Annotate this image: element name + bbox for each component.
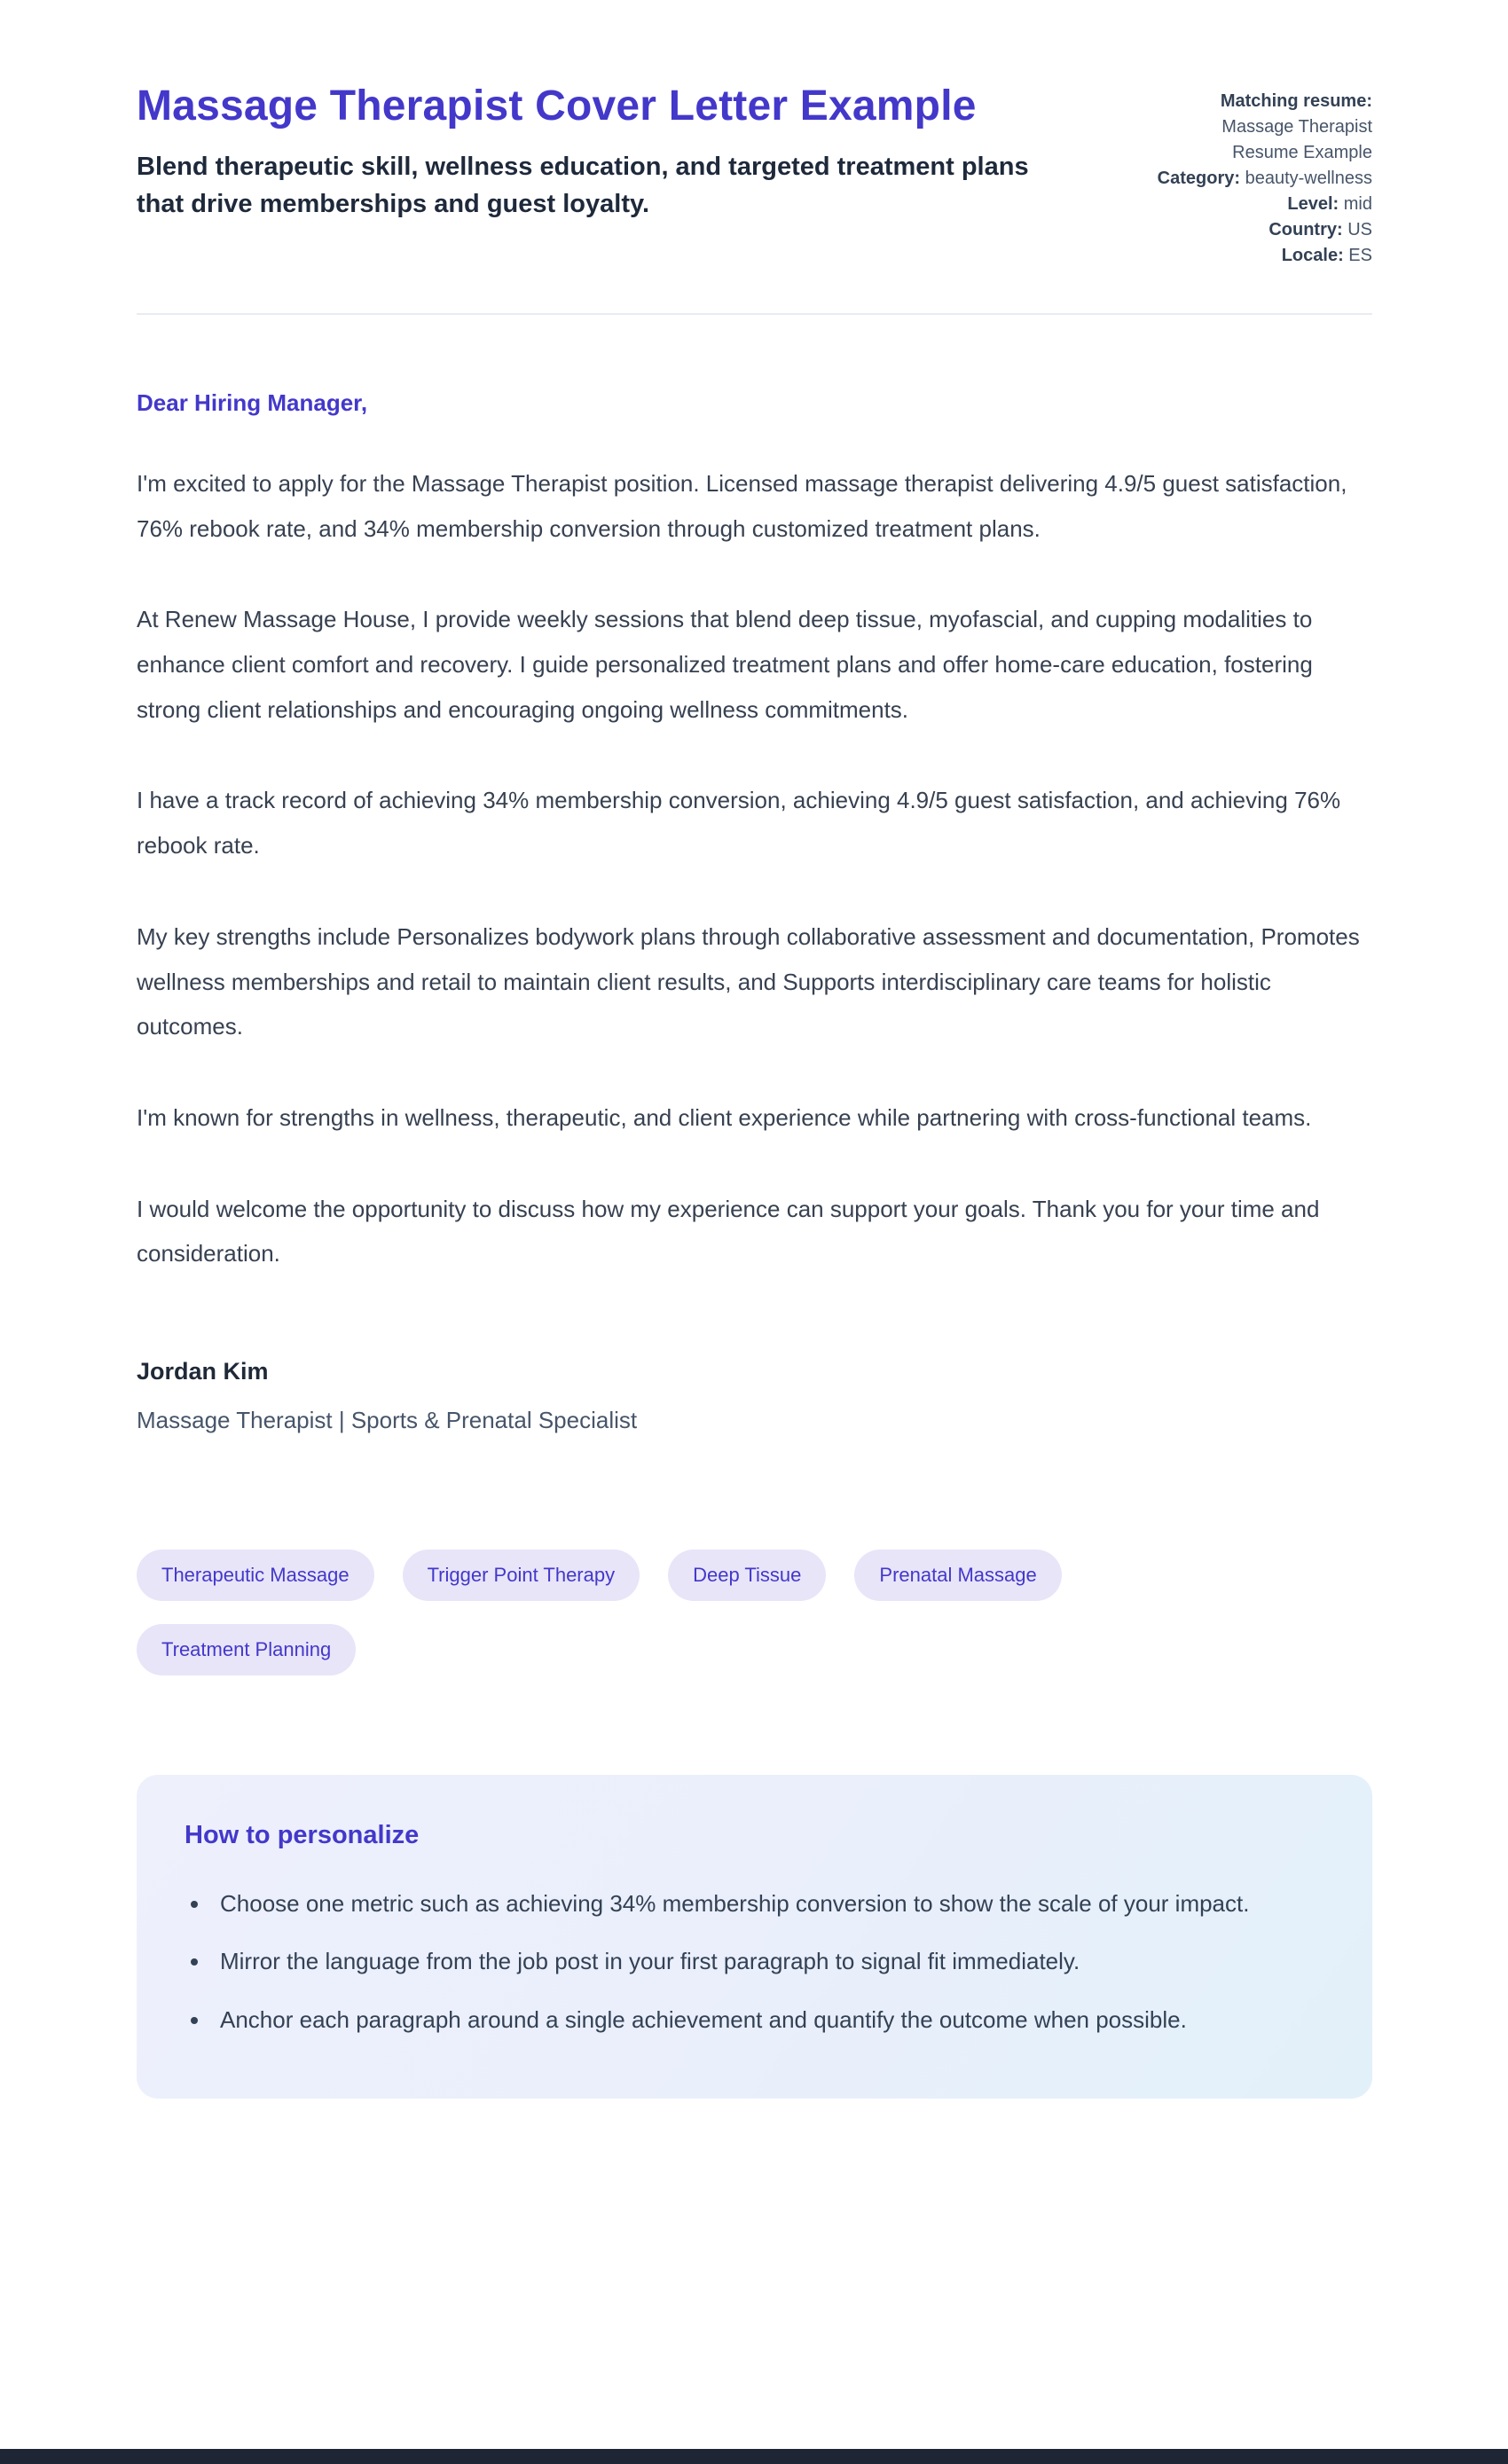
meta-level-value: mid — [1339, 194, 1372, 214]
personalize-bullet: • Choose one metric such as achieving 34% membership conversion to show the scale of your impact. — [211, 1882, 1302, 1926]
meta-locale-label: Locale: — [1281, 246, 1344, 265]
meta-matching-resume — [1152, 89, 1372, 166]
letter-paragraph: I would welcome the opportunity to discuss how my experience can support your goals. Thank you for your time and consideration. — [137, 1195, 1320, 1267]
meta-level-label: Level: — [1287, 194, 1339, 214]
header-left — [137, 82, 1050, 223]
signature-block — [137, 1358, 1372, 1434]
page-subtitle: Blend therapeutic skill, wellness education, and targeted treatment plans that drive memberships and guest loyalty. — [137, 152, 1029, 218]
skill-tag: Prenatal Massage — [854, 1550, 1061, 1601]
meta-category — [1152, 166, 1372, 192]
meta-locale — [1152, 243, 1372, 269]
letter-paragraph: I have a track record of achieving 34% membership conversion, achieving 4.9/5 guest satisfaction, and achieving 76% rebook rate. — [137, 787, 1341, 859]
skill-tag: Deep Tissue — [668, 1550, 826, 1601]
meta-locale-value: ES — [1343, 246, 1372, 265]
personalize-bullet: • Mirror the language from the job post in your first paragraph to signal fit immediately. — [211, 1940, 1302, 1983]
meta-country — [1152, 217, 1372, 243]
meta-panel — [1152, 82, 1372, 269]
letter-paragraph: At Renew Massage House, I provide weekly sessions that blend deep tissue, myofascial, and cupping modalities to enhance client comfort and recovery. I guide personalized treatment plans and offer home-care education, fostering strong client relationships and encouraging ongoing wellness commitments. — [137, 606, 1313, 723]
signature-name: Jordan Kim — [137, 1357, 269, 1385]
meta-category-label: Category: — [1157, 169, 1241, 188]
letter-paragraph: I'm known for strengths in wellness, therapeutic, and client experience while partnering with cross-functional teams. — [137, 1103, 1312, 1131]
header — [137, 82, 1372, 269]
letter-greeting: Dear Hiring Manager, — [137, 389, 368, 416]
cover-letter-body — [137, 389, 1372, 1434]
header-divider — [137, 313, 1372, 315]
meta-matching-resume-label: Matching resume: — [1220, 91, 1372, 111]
personalize-box — [137, 1775, 1372, 2099]
meta-level — [1152, 192, 1372, 217]
letter-paragraph: My key strengths include Personalizes bodywork plans through collaborative assessment and documentation, Promotes wellness memberships and retail to maintain client results, and Supports interdisciplinary care teams for holistic outcomes. — [137, 922, 1360, 1040]
skill-tag: Therapeutic Massage — [137, 1550, 374, 1601]
personalize-list — [185, 1882, 1324, 2042]
meta-category-value: beauty-wellness — [1240, 169, 1372, 188]
footer-bar — [0, 2449, 1508, 2464]
skill-tag: Trigger Point Therapy — [403, 1550, 640, 1601]
personalize-title: How to personalize — [185, 1820, 420, 1849]
meta-country-label: Country: — [1268, 220, 1343, 239]
skill-tag: Treatment Planning — [137, 1624, 356, 1675]
page-title: Massage Therapist Cover Letter Example — [137, 82, 977, 129]
letter-paragraph: I'm excited to apply for the Massage Therapist position. Licensed massage therapist delivering 4.9/5 guest satisfaction, 76% rebook rate, and 34% membership conversion through customized treatment plans. — [137, 470, 1347, 542]
personalize-bullet: • Anchor each paragraph around a single achievement and quantify the outcome when possible. — [211, 1998, 1302, 2042]
signature-title: Massage Therapist | Sports & Prenatal Specialist — [137, 1406, 638, 1433]
meta-country-value: US — [1342, 220, 1372, 239]
meta-matching-resume-value: Massage Therapist Resume Example — [1221, 117, 1372, 162]
skill-tags — [137, 1550, 1157, 1675]
